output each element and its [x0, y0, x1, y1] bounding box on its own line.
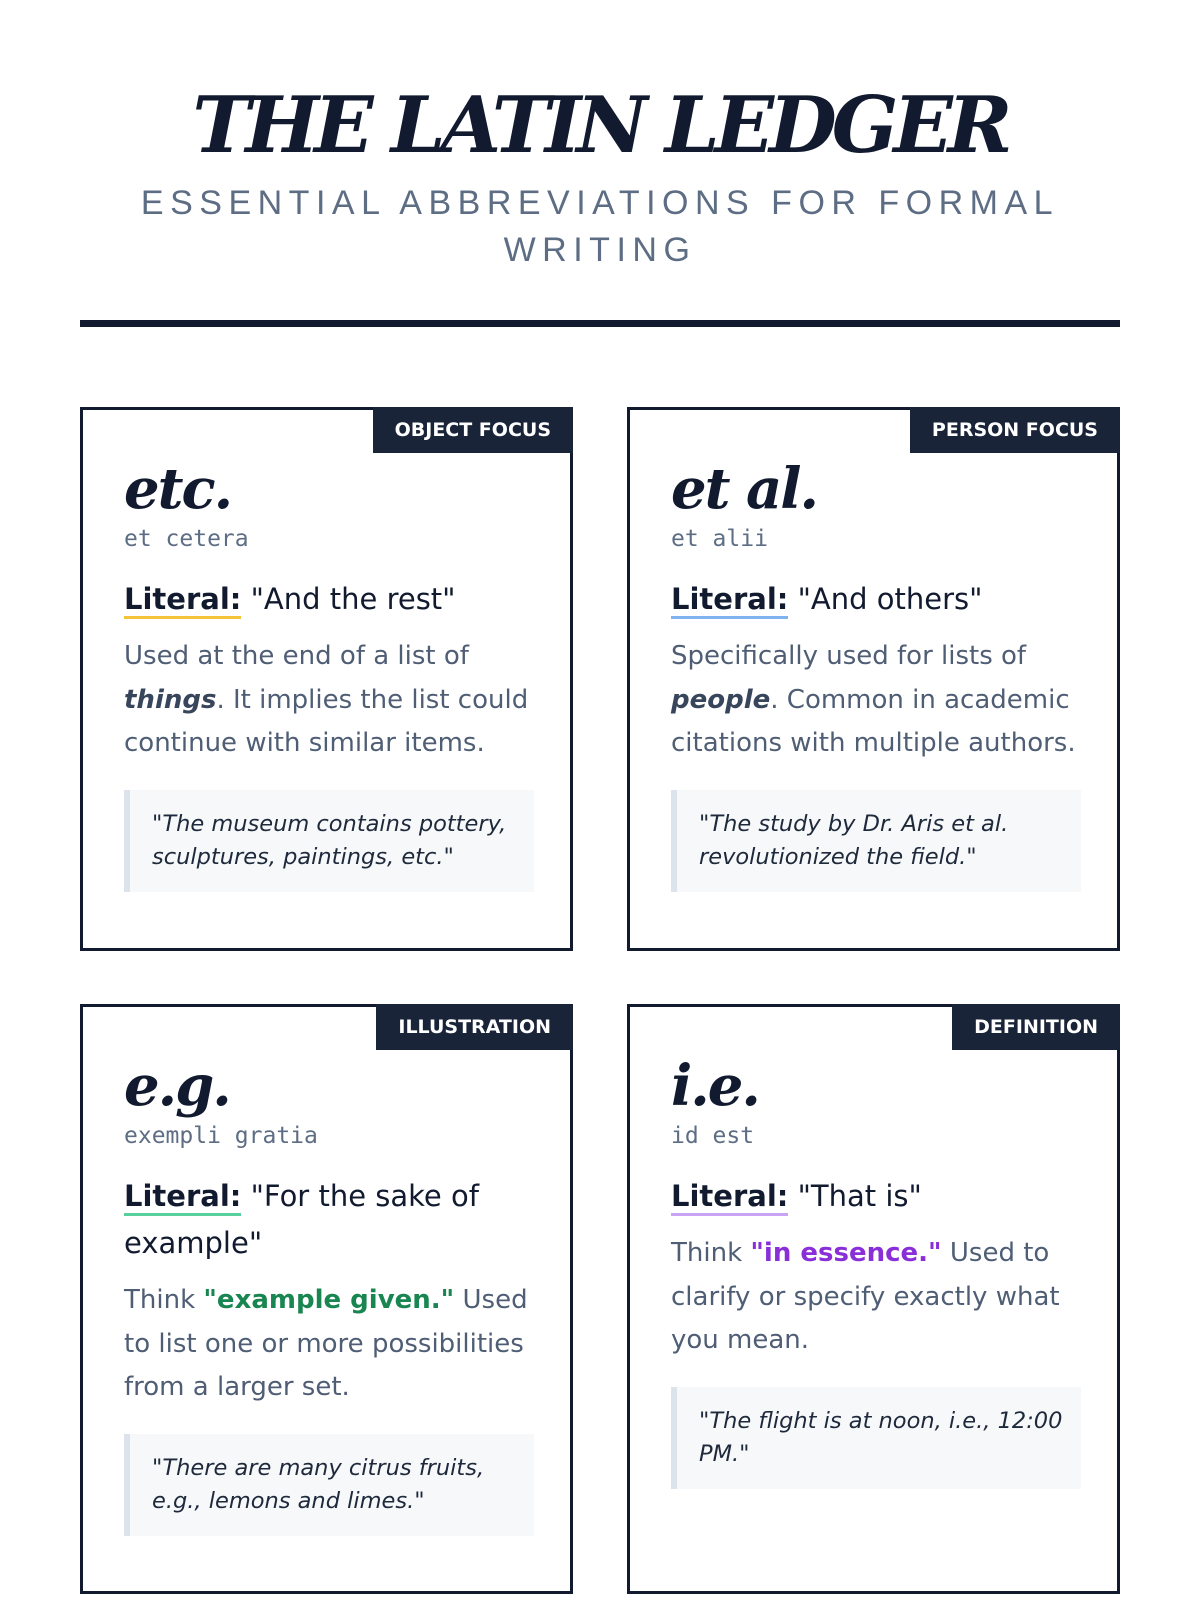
literal-label: Literal:: [671, 582, 788, 619]
description-emphasis: things: [124, 684, 217, 715]
description-text: Think: [671, 1238, 751, 1268]
abbreviation: etc.: [124, 456, 232, 522]
literal-translation: [124, 1173, 534, 1267]
abbreviation: e.g.: [124, 1053, 230, 1119]
literal-label: Literal:: [124, 582, 241, 619]
card-et-al: [627, 407, 1120, 951]
description-text: . Common in academic citations with multiple authors.: [671, 684, 1076, 758]
masthead: [80, 78, 1120, 274]
description-highlight: "example given.": [203, 1285, 455, 1315]
description: [671, 635, 1081, 766]
literal-translation: [671, 1173, 1081, 1220]
literal-value: "That is": [797, 1179, 922, 1213]
description-text: Used to clarify or specify exactly what you mean.: [671, 1238, 1060, 1355]
description: [124, 635, 534, 766]
description-text: Think: [124, 1285, 204, 1315]
description-text: . It implies the list could continue with similar items.: [124, 684, 529, 758]
category-tag: ILLUSTRATION: [376, 1004, 573, 1050]
latin-phrase: id est: [671, 1123, 755, 1149]
abbreviation: et al.: [671, 456, 818, 522]
example-quote: "The study by Dr. Aris et al. revolutionized the field.": [671, 790, 1081, 892]
abbreviation: i.e.: [671, 1053, 759, 1119]
card-eg: [80, 1004, 573, 1594]
example-quote: "There are many citrus fruits, e.g., lemons and limes.": [124, 1434, 534, 1536]
category-tag: OBJECT FOCUS: [373, 407, 573, 453]
literal-translation: [124, 576, 534, 623]
description-text: Used at the end of a list of: [124, 641, 469, 671]
literal-value: "For the sake of example": [124, 1179, 479, 1260]
literal-value: "And others": [797, 582, 983, 616]
latin-phrase: et alii: [671, 526, 768, 552]
example-quote: "The museum contains pottery, sculptures, paintings, etc.": [124, 790, 534, 892]
category-tag: DEFINITION: [952, 1004, 1120, 1050]
literal-value: "And the rest": [250, 582, 456, 616]
description: [671, 1232, 1081, 1363]
page-title: THE LATIN LEDGER: [192, 80, 1008, 171]
header-divider: [80, 320, 1120, 327]
latin-phrase: et cetera: [124, 526, 249, 552]
description-text: Used to list one or more possibilities from a larger set.: [124, 1285, 528, 1402]
literal-translation: [671, 576, 1081, 623]
latin-phrase: exempli gratia: [124, 1123, 318, 1149]
description-text: Specifically used for lists of: [671, 641, 1027, 671]
page-subtitle: ESSENTIAL ABBREVIATIONS FOR FORMAL WRITING: [140, 184, 1060, 269]
literal-label: Literal:: [671, 1179, 788, 1216]
card-ie: [627, 1004, 1120, 1594]
description-emphasis: people: [671, 684, 771, 715]
category-tag: PERSON FOCUS: [910, 407, 1120, 453]
card-etc: [80, 407, 573, 951]
description-highlight: "in essence.": [750, 1238, 942, 1268]
literal-label: Literal:: [124, 1179, 241, 1216]
example-quote: "The flight is at noon, i.e., 12:00 PM.": [671, 1387, 1081, 1489]
description: [124, 1279, 534, 1410]
